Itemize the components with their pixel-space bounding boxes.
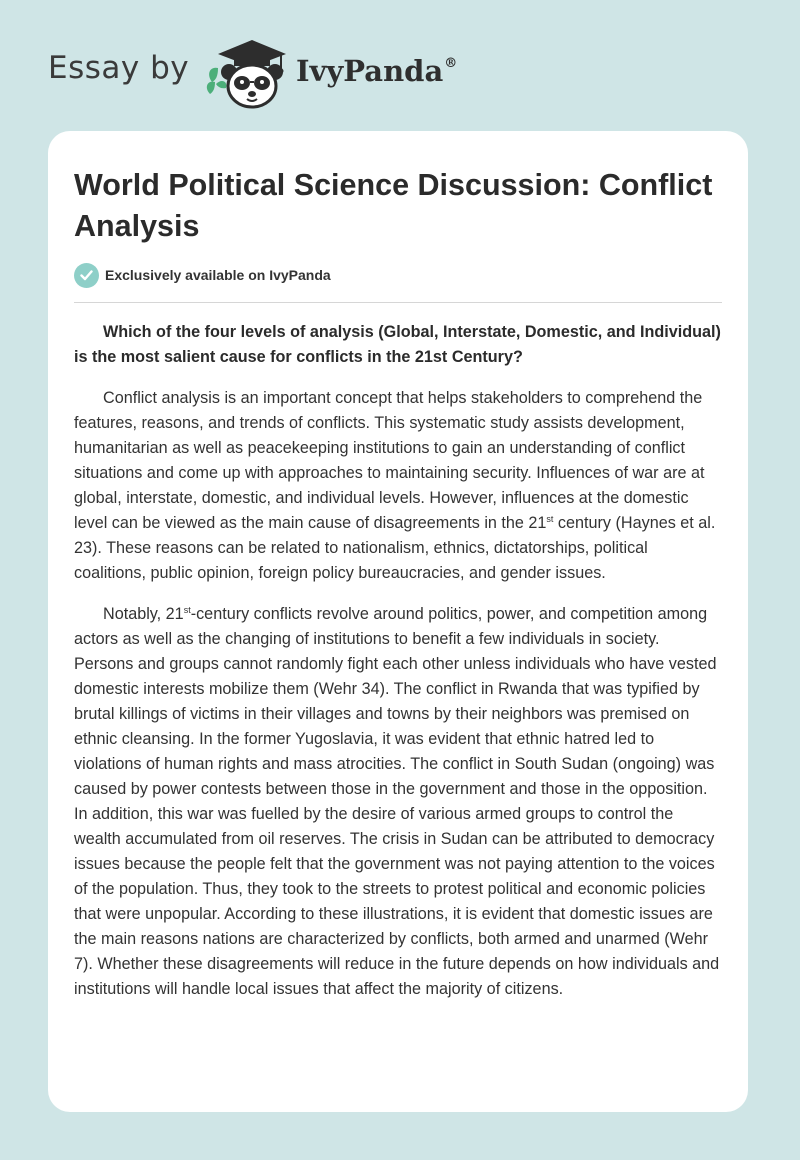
essay-by-label: Essay by (48, 50, 190, 86)
essay-question: Which of the four levels of analysis (Global, Interstate, Domestic, and Individual) is the most salient cause for conflicts in the 21st Century? (74, 323, 721, 366)
check-circle-icon (74, 263, 99, 288)
essay-body (74, 320, 722, 1018)
brand-name[interactable]: IvyPanda® (296, 54, 458, 88)
page-title: World Political Science Discussion: Conflict Analysis (74, 168, 713, 243)
exclusive-badge-label: Exclusively available on IvyPanda (105, 267, 331, 283)
paragraph-1: Conflict analysis is an important concept that helps stakeholders to comprehend the features, reasons, and trends of conflicts. This systematic study assists development, humanitarian as well as peacekeeping institutions to gain an understanding of conflict situations and come up with approaches to maintaining security. Influences of war are at global, interstate, domestic, and individual levels. However, influences at the domestic level can be viewed as the main cause of disagreements in the 21st century (Haynes et al. 23). These reasons can be related to nationalism, ethnics, dictatorships, political coalitions, public opinion, foreign policy bureaucracies, and gender issues. (74, 389, 716, 582)
essay-card (48, 131, 748, 1112)
panda-graduate-icon[interactable] (202, 36, 294, 110)
site-header (48, 36, 548, 116)
registered-mark: ® (444, 56, 458, 71)
divider (74, 302, 722, 303)
exclusive-badge (74, 263, 714, 291)
paragraph-2: Notably, 21st-century conflicts revolve around politics, power, and competition among actors as well as the changing of institutions to benefit a few individuals in society. Persons and groups cannot randomly fight each other unless individuals who have vested domestic interests mobilize them (Wehr 34). The conflict in Rwanda that was typified by brutal killings of victims in their villages and towns by their neighbors was premised on ethnic cleansing. In the former Yugoslavia, it was evident that ethnic hatred led to violations of human rights and mass atrocities. The conflict in South Sudan (ongoing) was caused by power contests between those in the government and those in the opposition. In addition, this war was fuelled by the desire of various armed groups to control the wealth accumulated from oil reserves. The crisis in Sudan can be attributed to democracy issues because the people felt that the government was not paying attention to the voices of the population. Thus, they took to the streets to protest political and economic policies that were unpopular. According to these illustrations, it is evident that domestic issues are the main reasons nations are characterized by conflicts, both armed and unarmed (Wehr 7). Whether these disagreements will reduce in the future depends on how individuals and institutions will handle local issues that affect the majority of citizens. (74, 605, 720, 998)
